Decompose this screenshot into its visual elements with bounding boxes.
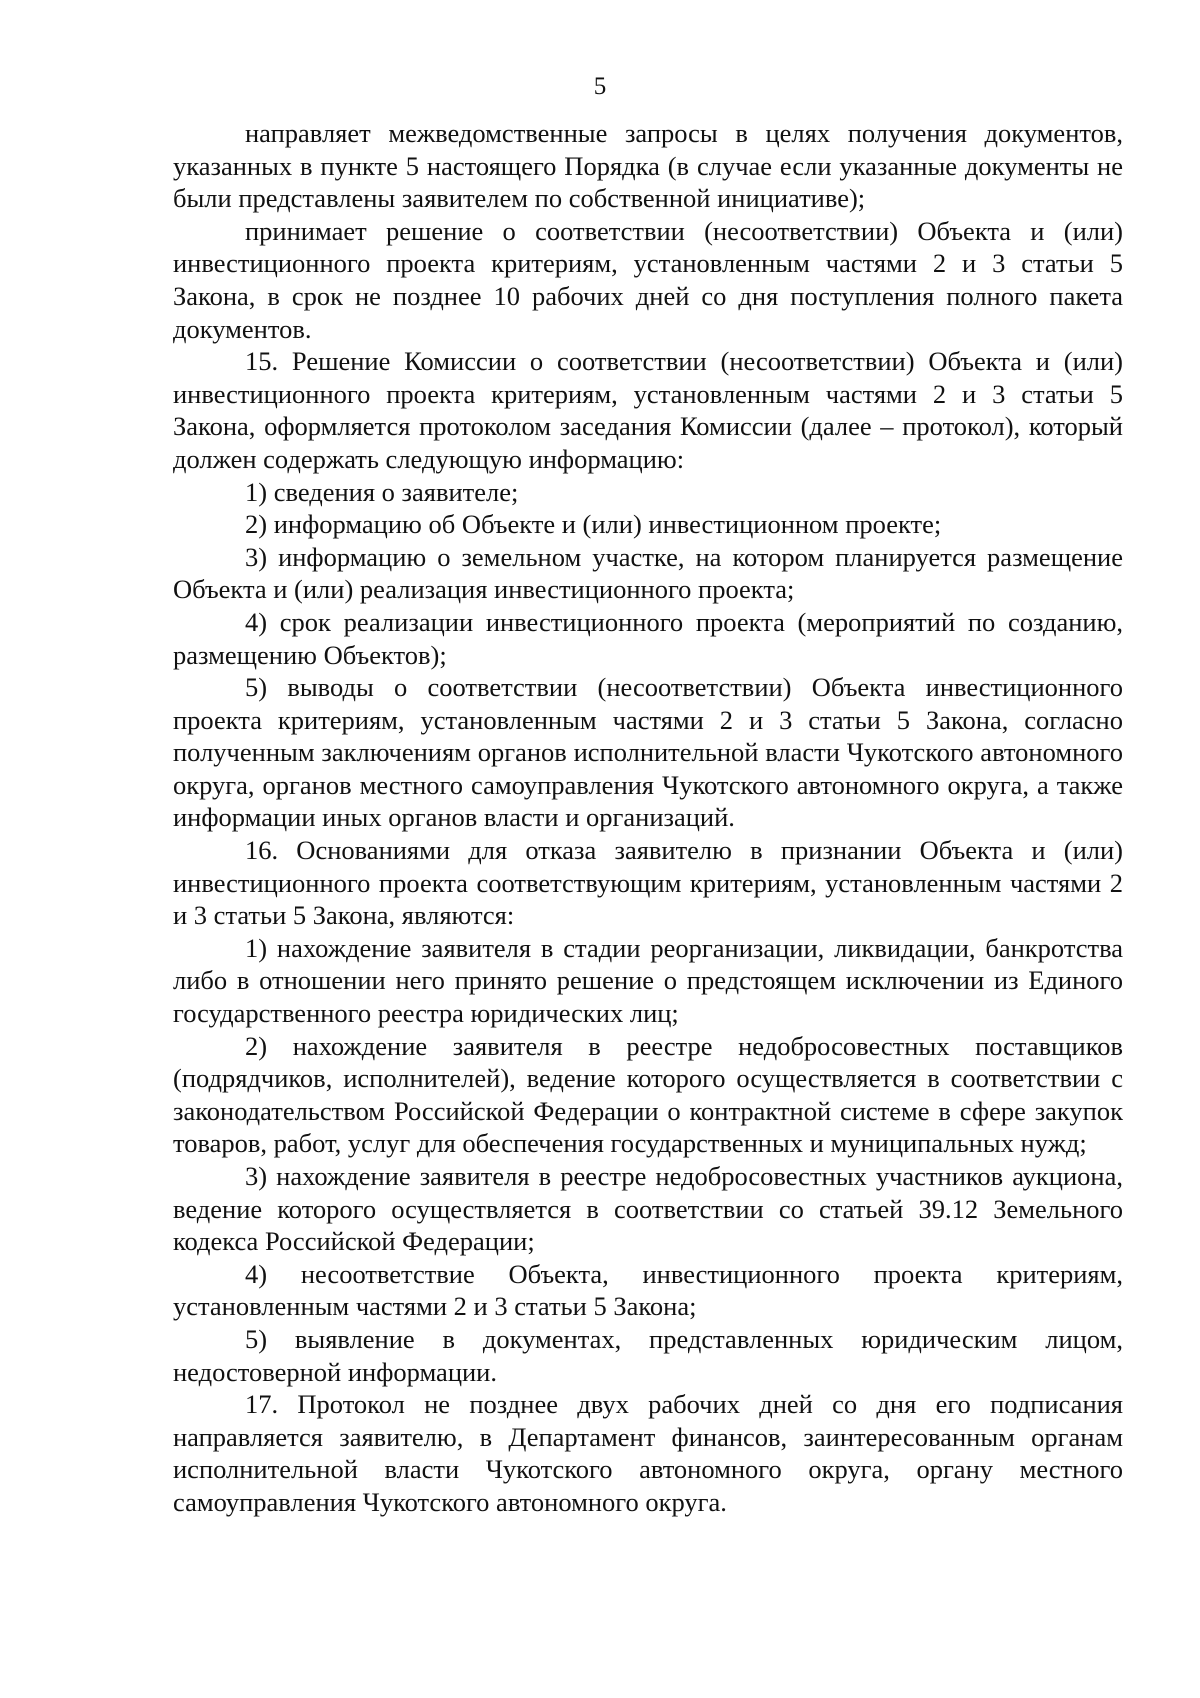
document-body (173, 117, 1123, 1519)
clause-16-item-3: 3) нахождение заявителя в реестре недобросовестных участников аукциона, ведение которого осуществляется в соответствии со статьей 39.12 Земельного кодекса Российской Федерации; (173, 1161, 1123, 1257)
page-number: 5 (593, 73, 607, 100)
paragraph-interagency-requests: направляет межведомственные запросы в целях получения документов, указанных в пункте 5 настоящего Порядка (в случае если указанные документы не были представлены заявителем по собственной инициативе); (173, 118, 1123, 214)
clause-15-item-3: 3) информацию о земельном участке, на котором планируется размещение Объекта и (или) реализация инвестиционного проекта; (173, 541, 1123, 605)
clause-15-item-1: 1) сведения о заявителе; (245, 476, 519, 507)
paragraph-compliance-decision: принимает решение о соответствии (несоответствии) Объекта и (или) инвестиционного проекта критериям, установленным частями 2 и 3 статьи 5 Закона, в срок не позднее 10 рабочих дней со дня поступления полного пакета документов. (173, 215, 1123, 344)
clause-16-item-1: 1) нахождение заявителя в стадии реорганизации, ликвидации, банкротства либо в отношении него принято решение о предстоящем исключении из Единого государственного реестра юридических лиц; (173, 932, 1123, 1029)
clause-16: 16. Основаниями для отказа заявителю в признании Объекта и (или) инвестиционного проекта соответствующим критериям, установленным частями 2 и 3 статьи 5 Закона, являются: (173, 835, 1123, 931)
clause-16-item-4: 4) несоответствие Объекта, инвестиционного проекта критериям, установленным частями 2 и 3 статьи 5 Закона; (173, 1258, 1123, 1322)
clause-15-item-2: 2) информацию об Объекте и (или) инвестиционном проекте; (245, 509, 942, 540)
clause-16-item-5: 5) выявление в документах, представленных юридическим лицом, недостоверной информации. (173, 1323, 1123, 1387)
clause-16-item-2: 2) нахождение заявителя в реестре недобросовестных поставщиков (подрядчиков, исполнителей), ведение которого осуществляется в соответствии с законодательством Российской Федерации о контрактной системе в сфере закупок товаров, работ, услуг для обеспечения государственных и муниципальных нужд; (173, 1030, 1123, 1159)
clause-15: 15. Решение Комиссии о соответствии (несоответствии) Объекта и (или) инвестиционного проекта критериям, установленным частями 2 и 3 статьи 5 Закона, оформляется протоколом заседания Комиссии (далее – протокол), который должен содержать следующую информацию: (173, 346, 1123, 474)
clause-15-item-4: 4) срок реализации инвестиционного проекта (мероприятий по созданию, размещению Объектов); (173, 606, 1123, 670)
clause-17: 17. Протокол не позднее двух рабочих дней со дня его подписания направляется заявителю, в Департамент финансов, заинтересованным органам исполнительной власти Чукотского автономного округа, органу местного самоуправления Чукотского автономного округа. (173, 1389, 1123, 1517)
clause-15-item-5: 5) выводы о соответствии (несоответствии) Объекта инвестиционного проекта критериям, установленным частями 2 и 3 статьи 5 Закона, согласно полученным заключениям органов исполнительной власти Чукотского автономного округа, органов местного самоуправления Чукотского автономного округа, а также информации иных органов власти и организаций. (173, 672, 1123, 833)
